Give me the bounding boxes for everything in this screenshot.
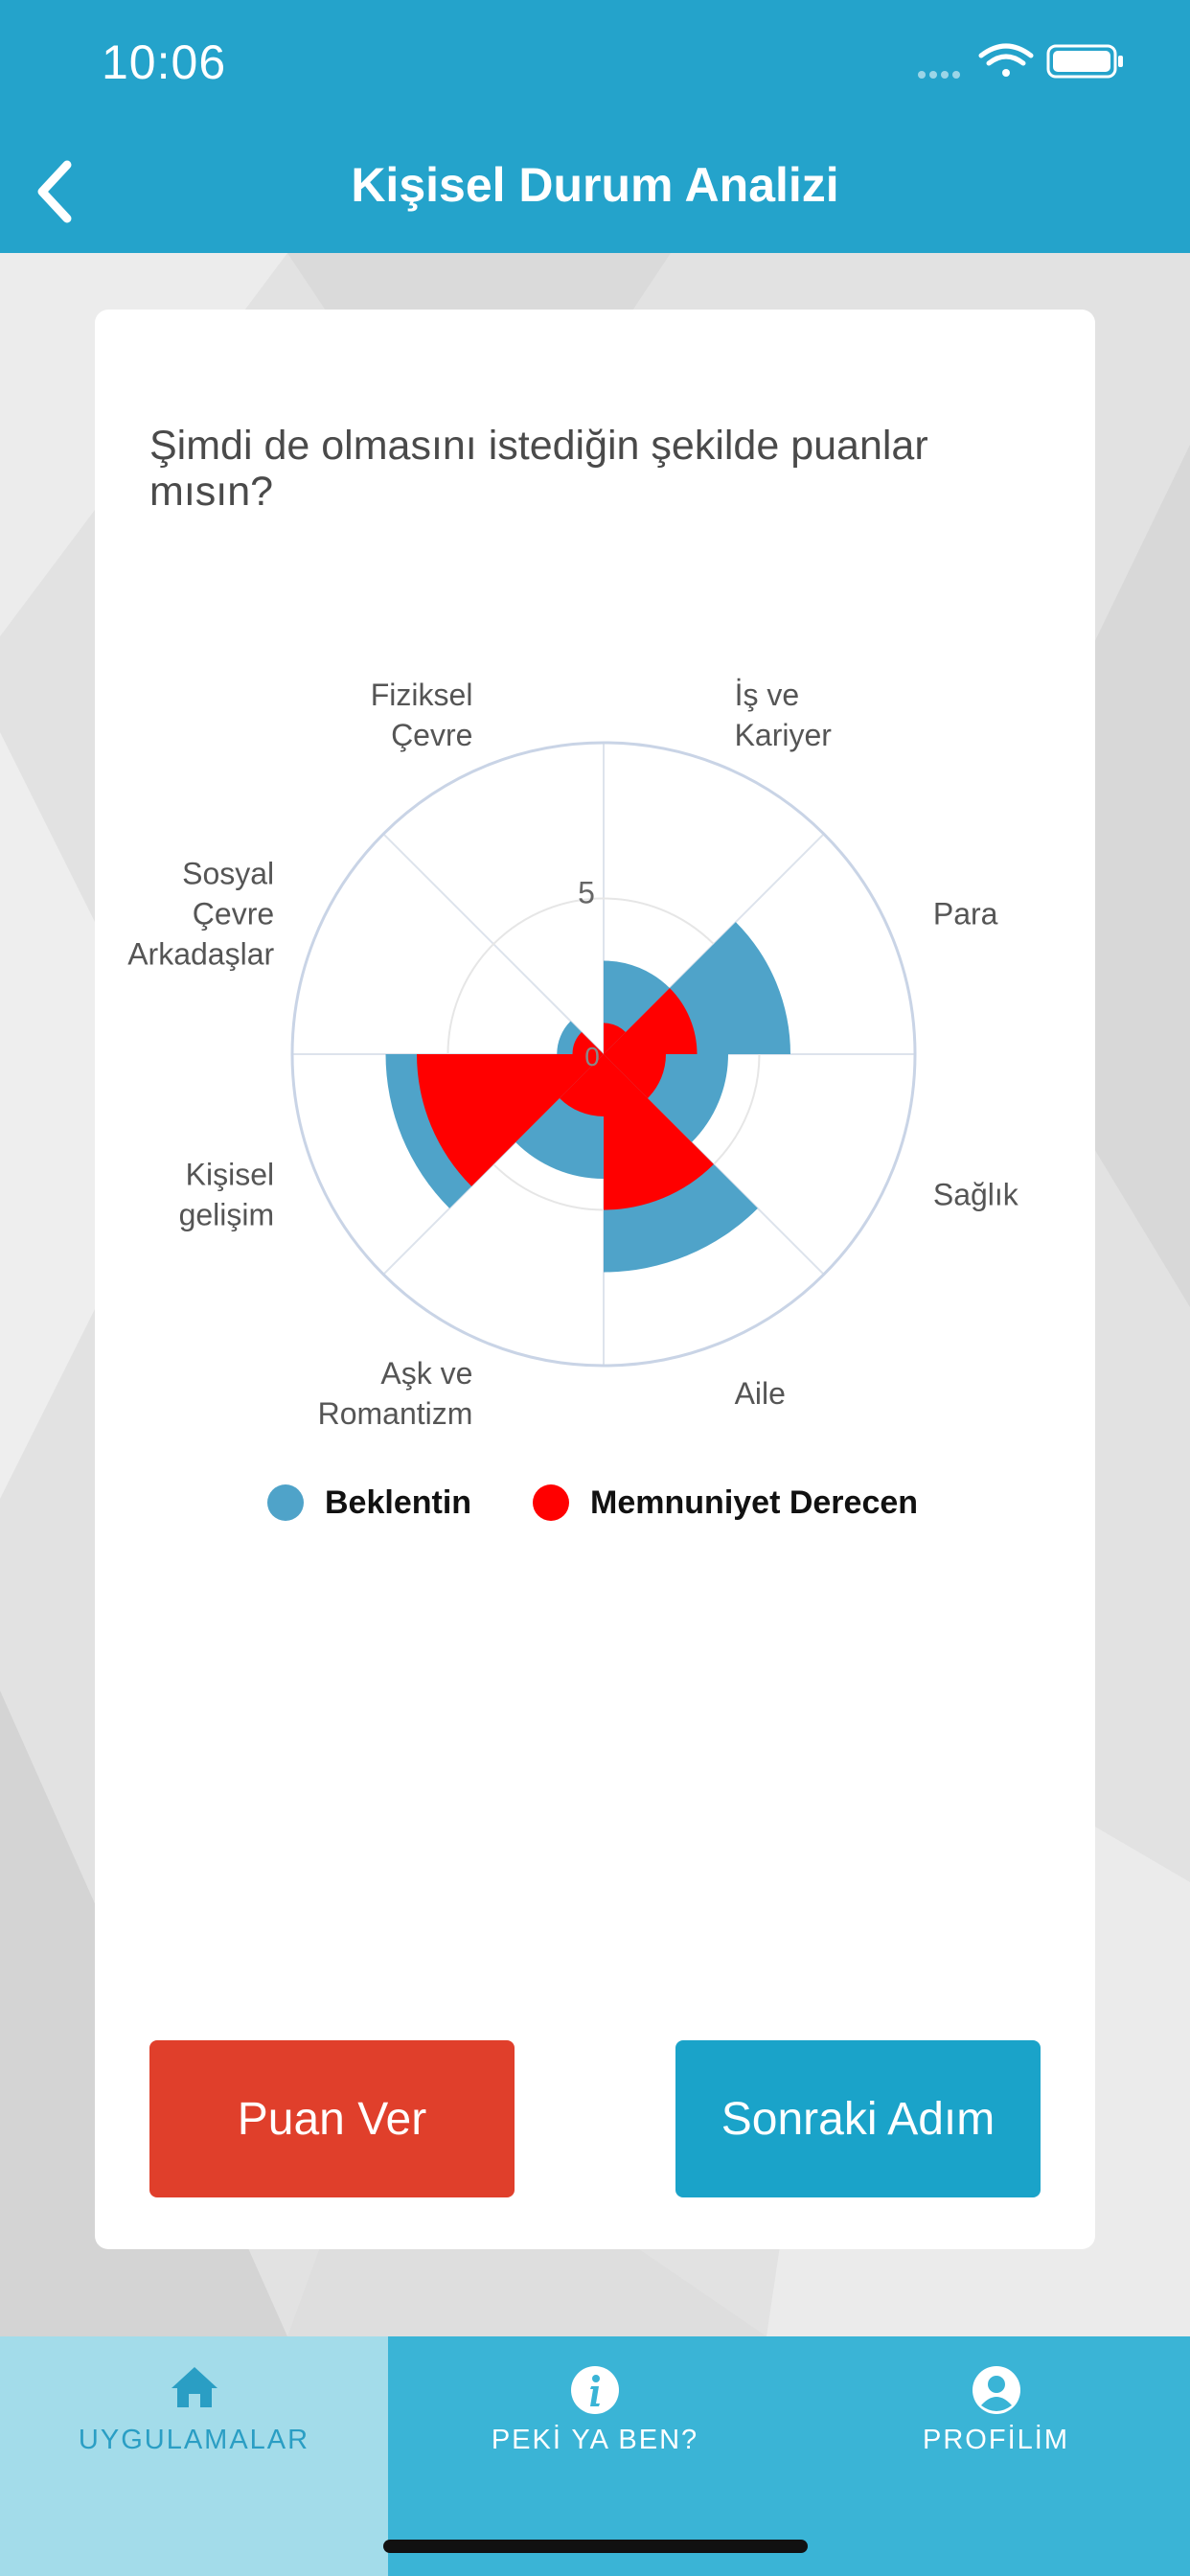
battery-icon xyxy=(1048,46,1123,77)
home-indicator xyxy=(383,2540,808,2553)
rate-button[interactable]: Puan Ver xyxy=(149,2040,515,2197)
legend-item-memnuniyet[interactable] xyxy=(533,1484,918,1522)
status-icons xyxy=(903,42,1133,85)
category-label-5: Kişisel gelişim xyxy=(178,1157,275,1232)
category-label-0: İş ve Kariyer xyxy=(734,678,832,753)
tick-label-5: 5 xyxy=(578,875,595,910)
legend-label-beklentin: Beklentin xyxy=(325,1484,472,1521)
tab-label-profilim: PROFİLİM xyxy=(923,2425,1069,2455)
status-bar xyxy=(0,0,1190,125)
wifi-icon xyxy=(981,46,1031,77)
polar-chart xyxy=(95,310,1095,1507)
page-title: Kişisel Durum Analizi xyxy=(351,158,839,212)
category-label-3: Aile xyxy=(734,1375,786,1411)
legend-dot-memnuniyet xyxy=(533,1484,569,1521)
next-step-button[interactable]: Sonraki Adım xyxy=(675,2040,1041,2197)
category-label-4: Aşk ve Romantizm xyxy=(317,1355,473,1431)
category-label-7: Fiziksel Çevre xyxy=(370,678,473,753)
tab-profilim[interactable] xyxy=(802,2336,1190,2576)
status-time: 10:06 xyxy=(102,35,227,89)
analysis-card xyxy=(95,310,1095,2249)
info-icon xyxy=(570,2365,620,2415)
navigation-bar xyxy=(0,125,1190,253)
legend-dot-beklentin xyxy=(267,1484,304,1521)
tab-uygulamalar[interactable] xyxy=(0,2336,388,2576)
question-text: Şimdi de olmasını istediğin şekilde puanlar mısın? xyxy=(149,423,928,515)
signal-icon xyxy=(918,71,960,79)
legend-item-beklentin[interactable] xyxy=(267,1484,471,1522)
category-label-2: Sağlık xyxy=(932,1177,1018,1212)
home-icon xyxy=(170,2365,219,2409)
category-label-1: Para xyxy=(932,896,998,932)
chart-legend xyxy=(267,1474,979,1531)
profile-icon xyxy=(972,2365,1021,2415)
legend-label-memnuniyet: Memnuniyet Derecen xyxy=(590,1484,919,1521)
tab-label-uygulamalar: UYGULAMALAR xyxy=(78,2425,310,2455)
tick-label-0: 0 xyxy=(584,1042,600,1071)
category-label-6: Sosyal Çevre Arkadaşlar xyxy=(127,856,275,972)
tab-label-peki-ya-ben: PEKİ YA BEN? xyxy=(491,2425,699,2455)
